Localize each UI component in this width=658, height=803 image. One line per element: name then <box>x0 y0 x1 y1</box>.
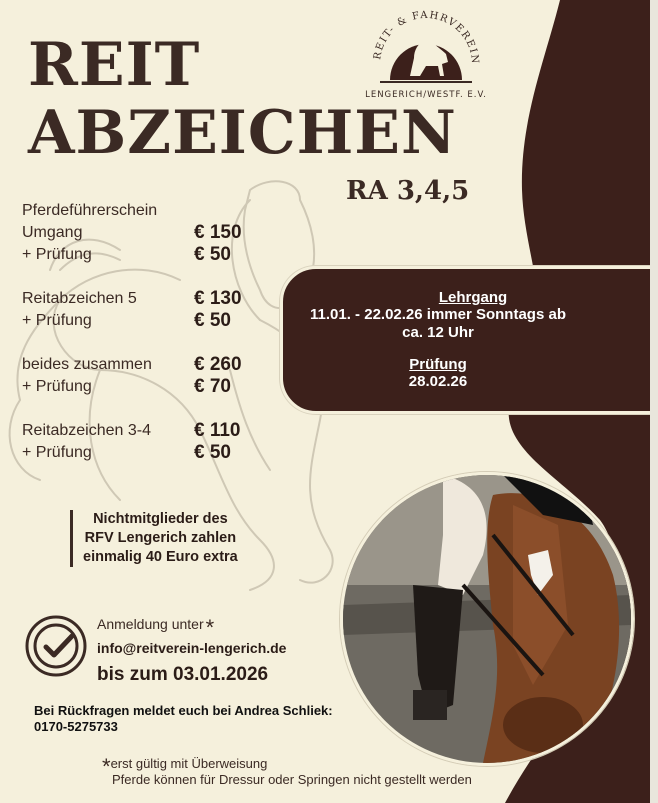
price-row <box>22 378 272 400</box>
page-edge <box>650 0 658 803</box>
title-line-2: ABZEICHEN <box>28 98 457 168</box>
price-row <box>22 290 272 312</box>
contact-info <box>34 703 333 735</box>
price-list <box>22 202 272 466</box>
price-value: € 130 <box>194 288 242 309</box>
price-row <box>22 444 272 466</box>
registration-label <box>97 615 214 641</box>
course-time: ca. 12 Uhr <box>402 324 474 341</box>
price-value: € 70 <box>194 376 231 397</box>
course-info-box <box>280 266 650 414</box>
course-dates: 11.01. - 22.02.26 immer Sonntags ab <box>310 306 566 323</box>
price-row <box>22 312 272 334</box>
price-label: + Prüfung <box>22 378 92 395</box>
price-label: Reitabzeichen 5 <box>22 290 137 307</box>
note-line: Nichtmitglieder des <box>93 511 228 527</box>
price-label: + Prüfung <box>22 246 92 263</box>
price-row <box>22 224 272 246</box>
note-line: RFV Lengerich zahlen <box>84 530 237 546</box>
price-value: € 260 <box>194 354 242 375</box>
contact-line: Bei Rückfragen meldet euch bei Andrea Schliek: <box>34 703 333 718</box>
registration-deadline: bis zum 03.01.2026 <box>97 664 269 685</box>
price-row <box>22 246 272 268</box>
course-heading: Lehrgang <box>438 289 508 306</box>
price-row <box>22 422 272 444</box>
price-row <box>22 356 272 378</box>
price-label: Pferdeführerschein <box>22 202 158 219</box>
footnote-text: erst gültig mit Überweisung <box>110 756 268 771</box>
asterisk: * <box>102 754 111 779</box>
price-label: Umgang <box>22 224 83 241</box>
exam-heading: Prüfung <box>409 356 467 373</box>
asterisk: * <box>205 615 215 640</box>
rider-horse-photo <box>340 472 634 766</box>
price-value: € 50 <box>194 442 231 463</box>
svg-text:LENGERICH/WESTF. E.V.: LENGERICH/WESTF. E.V. <box>365 90 487 100</box>
checkmark-circle-icon <box>24 614 88 678</box>
non-member-note <box>70 510 238 567</box>
exam-date: 28.02.26 <box>408 373 468 390</box>
svg-text:REIT- & FAHRVEREIN: REIT- & FAHRVEREIN <box>372 9 481 66</box>
price-value: € 150 <box>194 222 242 243</box>
price-row <box>22 202 272 224</box>
price-label: + Prüfung <box>22 312 92 329</box>
price-label: beides zusammen <box>22 356 152 373</box>
price-value: € 50 <box>194 244 231 265</box>
price-label: + Prüfung <box>22 444 92 461</box>
registration-text: Anmeldung unter <box>97 616 204 632</box>
level-subtitle: RA 3,4,5 <box>346 176 470 206</box>
price-value: € 50 <box>194 310 231 331</box>
price-label: Reitabzeichen 3-4 <box>22 422 151 439</box>
title-line-1: REIT <box>28 30 201 100</box>
registration-email[interactable]: info@reitverein-lengerich.de <box>97 640 287 656</box>
club-logo <box>362 2 490 106</box>
price-value: € 110 <box>194 420 241 441</box>
contact-phone: 0170-5275733 <box>34 719 118 734</box>
note-line: einmalig 40 Euro extra <box>83 549 238 565</box>
footnote-line: Pferde können für Dressur oder Springen nicht gestellt werden <box>112 772 472 787</box>
